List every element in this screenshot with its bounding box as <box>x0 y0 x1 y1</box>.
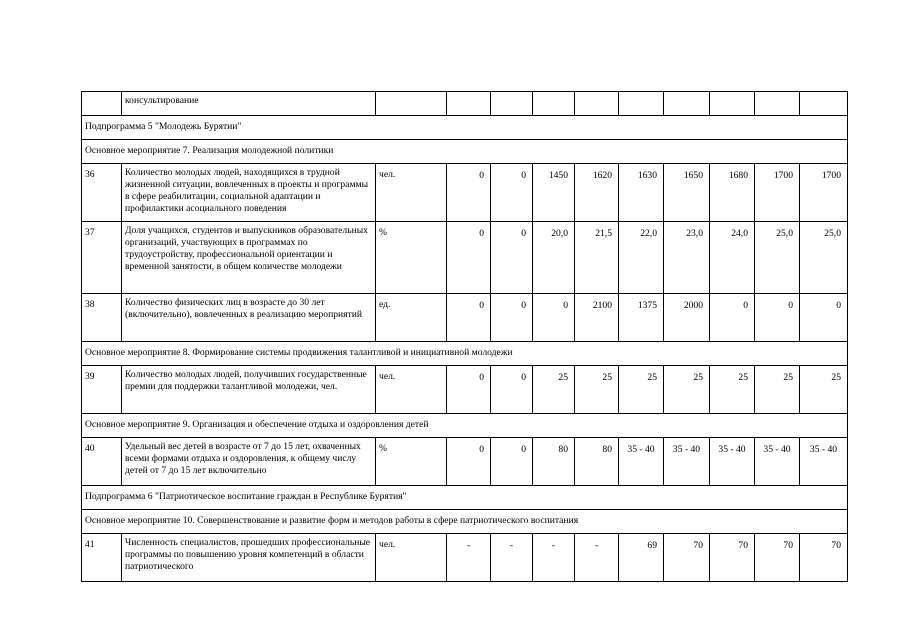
indicator-name: Количество физических лиц в возрасте до 30 лет (включительно), вовлеченных в реализацию мероприятий <box>122 294 376 342</box>
value-cell: - <box>575 534 619 582</box>
value-cell: 1630 <box>619 164 664 222</box>
value-cell <box>491 92 533 116</box>
unit-cell <box>376 92 447 116</box>
value-cell: 0 <box>491 222 533 294</box>
value-cell: 24,0 <box>710 222 755 294</box>
value-cell <box>664 92 710 116</box>
row-number <box>82 92 122 116</box>
value-cell: 23,0 <box>664 222 710 294</box>
value-cell: 0 <box>491 366 533 414</box>
value-cell: 25,0 <box>800 222 848 294</box>
indicators-table <box>81 91 848 582</box>
value-cell: 21,5 <box>575 222 619 294</box>
unit-cell: чел. <box>376 534 447 582</box>
value-cell: 0 <box>447 438 491 486</box>
value-cell: 70 <box>710 534 755 582</box>
value-cell: 1700 <box>755 164 800 222</box>
table-row <box>82 92 848 116</box>
indicator-name: Численность специалистов, прошедших профессиональные программы по повышению уровня компетенций в области патриотического <box>122 534 376 582</box>
value-cell: 25 <box>800 366 848 414</box>
value-cell <box>619 92 664 116</box>
value-cell: 35 - 40 <box>710 438 755 486</box>
value-cell: 22,0 <box>619 222 664 294</box>
value-cell: 80 <box>533 438 575 486</box>
value-cell: 70 <box>800 534 848 582</box>
value-cell: 25 <box>710 366 755 414</box>
value-cell: 0 <box>447 294 491 342</box>
section-title: Основное мероприятие 9. Организация и обеспечение отдыха и оздоровления детей <box>82 414 848 438</box>
value-cell: 25 <box>619 366 664 414</box>
value-cell: - <box>533 534 575 582</box>
section-title: Основное мероприятие 10. Совершенствование и развитие форм и методов работы в сфере патриотического воспитания <box>82 510 848 534</box>
row-number: 41 <box>82 534 122 582</box>
value-cell: 0 <box>447 222 491 294</box>
indicator-name: Удельный вес детей в возрасте от 7 до 15 лет, охваченных всеми формами отдыха и оздоровления, к общему числу детей от 7 до 15 лет включительно <box>122 438 376 486</box>
value-cell: 1620 <box>575 164 619 222</box>
value-cell: 35 - 40 <box>755 438 800 486</box>
indicator-name: Количество молодых людей, получивших государственные премии для поддержки талантливой молодежи, чел. <box>122 366 376 414</box>
value-cell: 2000 <box>664 294 710 342</box>
value-cell: 0 <box>533 294 575 342</box>
value-cell: 0 <box>447 366 491 414</box>
value-cell: 25 <box>533 366 575 414</box>
value-cell <box>710 92 755 116</box>
value-cell: 35 - 40 <box>800 438 848 486</box>
table-row <box>82 294 848 342</box>
row-number: 37 <box>82 222 122 294</box>
value-cell: 1700 <box>800 164 848 222</box>
value-cell <box>447 92 491 116</box>
value-cell <box>533 92 575 116</box>
table-body <box>82 92 848 582</box>
value-cell: 0 <box>491 164 533 222</box>
value-cell: 25 <box>664 366 710 414</box>
table-row <box>82 222 848 294</box>
row-number: 40 <box>82 438 122 486</box>
unit-cell: % <box>376 438 447 486</box>
value-cell: 0 <box>447 164 491 222</box>
value-cell: 2100 <box>575 294 619 342</box>
section-row <box>82 414 848 438</box>
value-cell: 35 - 40 <box>664 438 710 486</box>
value-cell: 35 - 40 <box>619 438 664 486</box>
value-cell: 70 <box>755 534 800 582</box>
value-cell: 25 <box>755 366 800 414</box>
indicator-name: Количество молодых людей, находящихся в трудной жизненной ситуации, вовлеченных в проекты и программы в сфере реабилитации, социальной адаптации и профилактики асоциального поведения <box>122 164 376 222</box>
value-cell: 80 <box>575 438 619 486</box>
section-row <box>82 510 848 534</box>
indicator-name: консультирование <box>122 92 376 116</box>
section-row <box>82 140 848 164</box>
value-cell: 70 <box>664 534 710 582</box>
value-cell: 20,0 <box>533 222 575 294</box>
value-cell: 1375 <box>619 294 664 342</box>
value-cell: 0 <box>710 294 755 342</box>
section-row <box>82 342 848 366</box>
section-title: Подпрограмма 6 "Патриотическое воспитание граждан в Республике Бурятия" <box>82 486 848 510</box>
value-cell: - <box>447 534 491 582</box>
row-number: 36 <box>82 164 122 222</box>
value-cell: 0 <box>800 294 848 342</box>
value-cell: 0 <box>491 438 533 486</box>
section-title: Основное мероприятие 8. Формирование системы продвижения талантливой и инициативной молодежи <box>82 342 848 366</box>
row-number: 39 <box>82 366 122 414</box>
section-title: Основное мероприятие 7. Реализация молодежной политики <box>82 140 848 164</box>
section-title: Подпрограмма 5 "Молодежь Бурятии" <box>82 116 848 140</box>
value-cell: 1450 <box>533 164 575 222</box>
value-cell: 25 <box>575 366 619 414</box>
indicator-name: Доля учащихся, студентов и выпускников образовательных организаций, участвующих в программах по трудоустройству, профессиональной ориентации и временной занятости, в общем количестве молодежи <box>122 222 376 294</box>
table-row <box>82 438 848 486</box>
section-row <box>82 116 848 140</box>
value-cell <box>800 92 848 116</box>
value-cell <box>755 92 800 116</box>
unit-cell: чел. <box>376 164 447 222</box>
value-cell: 1650 <box>664 164 710 222</box>
unit-cell: ед. <box>376 294 447 342</box>
value-cell <box>575 92 619 116</box>
table-row <box>82 534 848 582</box>
value-cell: 25,0 <box>755 222 800 294</box>
value-cell: 0 <box>755 294 800 342</box>
unit-cell: % <box>376 222 447 294</box>
value-cell: 69 <box>619 534 664 582</box>
row-number: 38 <box>82 294 122 342</box>
value-cell: 0 <box>491 294 533 342</box>
value-cell: 1680 <box>710 164 755 222</box>
value-cell: - <box>491 534 533 582</box>
section-row <box>82 486 848 510</box>
unit-cell: чел. <box>376 366 447 414</box>
table-row <box>82 164 848 222</box>
table-row <box>82 366 848 414</box>
